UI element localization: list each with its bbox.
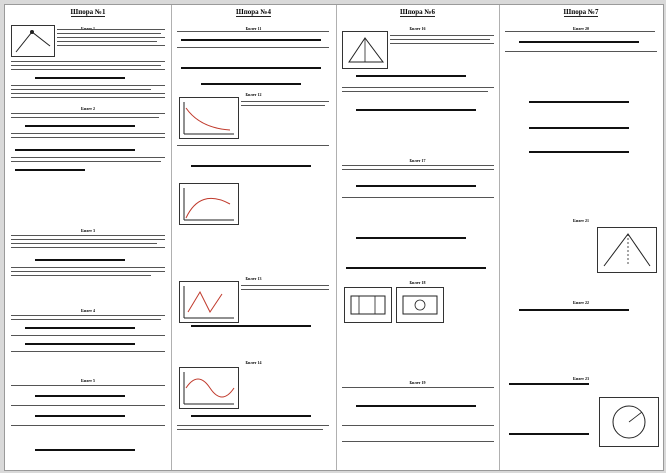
- section-heading: Билет 18: [409, 280, 426, 285]
- graph-figure: [179, 97, 239, 139]
- circuit-figure: [344, 287, 392, 323]
- column-4: [499, 5, 663, 470]
- section-heading: Билет 22: [573, 300, 589, 305]
- diagram-figure: [342, 31, 388, 69]
- column-3: [336, 5, 500, 470]
- section-heading: Билет 3: [81, 228, 95, 233]
- column-1: [5, 5, 172, 470]
- section-heading: Билет 12: [245, 92, 262, 97]
- section-heading: Билет 4: [81, 308, 95, 313]
- section-heading: Билет 13: [245, 276, 262, 281]
- section-heading: Билет 20: [573, 26, 589, 31]
- column-title: Шпора №4: [236, 8, 271, 16]
- column-2: [171, 5, 337, 470]
- section-heading: Билет 19: [409, 380, 426, 385]
- section-heading: Билет 17: [409, 158, 426, 163]
- diagram-figure: [11, 25, 55, 57]
- graph-figure: [179, 281, 239, 323]
- column-title: Шпора №7: [563, 8, 599, 16]
- section-heading: Билет 11: [245, 26, 262, 31]
- section-heading: Билет 16: [409, 26, 426, 31]
- section-heading: Билет 21: [573, 218, 589, 223]
- graph-figure: [179, 183, 239, 225]
- graph-figure: [179, 367, 239, 409]
- cheat-sheet-page: [4, 4, 664, 471]
- circuit-figure: [396, 287, 444, 323]
- column-title: Шпора №1: [70, 8, 106, 16]
- column-title: Шпора №6: [400, 8, 435, 16]
- section-heading: Билет 2: [81, 106, 95, 111]
- diagram-figure: [597, 227, 657, 273]
- section-heading: Билет 5: [81, 378, 95, 383]
- section-heading: Билет 14: [245, 360, 262, 365]
- diagram-figure: [599, 397, 659, 447]
- section-heading: Билет 23: [573, 376, 589, 381]
